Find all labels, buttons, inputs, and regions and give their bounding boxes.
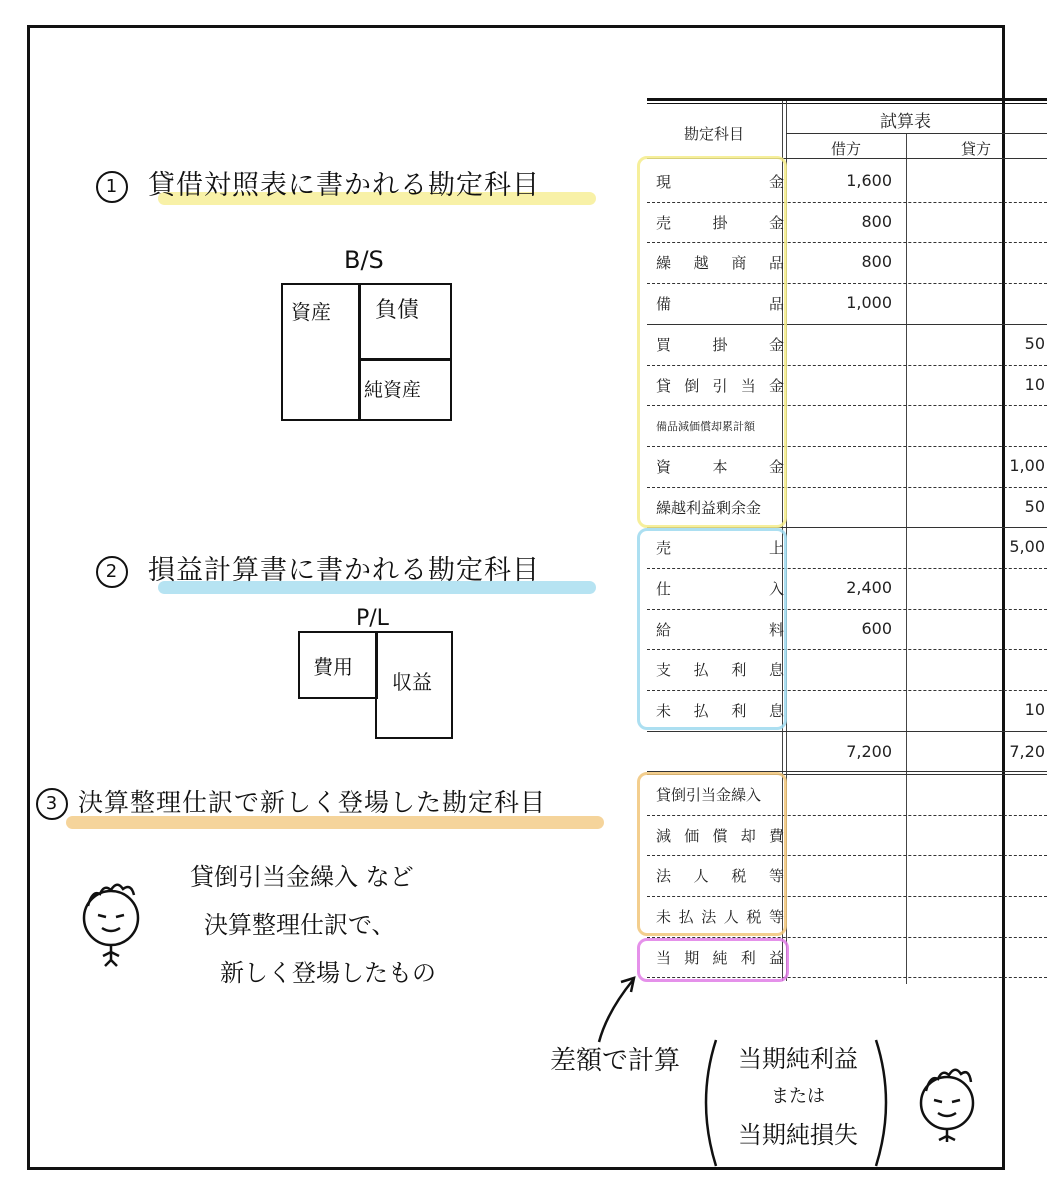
bs-liabilities-label: 負債 xyxy=(375,298,420,323)
account-char: 給 xyxy=(656,620,672,639)
section3-number: 3 xyxy=(36,788,68,820)
adjust-accounts-highlight xyxy=(637,772,787,936)
net-income-note xyxy=(718,1040,878,1154)
credit-amount: 1,00 xyxy=(1009,455,1045,475)
note-text xyxy=(190,853,436,997)
account-char: 期 xyxy=(684,948,700,967)
account-char: 金 xyxy=(768,173,784,191)
credit-amount: 10 xyxy=(1024,374,1045,394)
account-char: 仕 xyxy=(656,580,672,598)
account-char: 金 xyxy=(768,213,784,232)
account-char: 料 xyxy=(768,620,784,639)
credit-amount: 50 xyxy=(1024,496,1045,516)
account-char: 純 xyxy=(712,948,728,967)
account-char: 利 xyxy=(731,661,747,680)
net-income-line3: 当期純損失 xyxy=(738,1121,858,1149)
account-char: 買 xyxy=(656,335,672,354)
account-char: 払 xyxy=(693,661,709,680)
account-char: 償 xyxy=(712,826,728,845)
account-char: 利 xyxy=(731,702,747,721)
section1-heading xyxy=(96,163,540,203)
section1-title: 貸借対照表に書かれる勘定科目 xyxy=(148,170,540,201)
total-credit: 7,20 xyxy=(1009,741,1045,761)
account-char: 減 xyxy=(656,826,672,845)
account-char: 税 xyxy=(746,907,762,926)
debit-amount: 1,000 xyxy=(846,293,892,313)
account-char: 越 xyxy=(693,254,709,273)
adjust-account-name: 貸倒引当金繰入 xyxy=(656,785,762,804)
bs-assets-label: 資産 xyxy=(291,300,331,324)
bs-net-assets-label: 純資産 xyxy=(364,379,422,401)
note-line2: 決算整理仕訳で、 xyxy=(204,911,396,939)
account-char: 未 xyxy=(656,907,672,926)
section2-title: 損益計算書に書かれる勘定科目 xyxy=(148,555,540,586)
account-char: 当 xyxy=(740,376,756,395)
debit-amount: 1,600 xyxy=(846,171,892,190)
header-trial-balance: 試算表 xyxy=(880,112,931,132)
debit-amount: 2,400 xyxy=(846,578,892,597)
account-char: 売 xyxy=(656,539,672,558)
account-char: 金 xyxy=(768,335,784,354)
header-credit: 貸方 xyxy=(961,140,992,158)
account-char: 未 xyxy=(656,702,672,721)
debit-amount: 800 xyxy=(861,211,892,231)
section3-title: 決算整理仕訳で新しく登場した勘定科目 xyxy=(78,788,547,817)
account-char: 法 xyxy=(701,907,717,926)
net-income-line2: または xyxy=(771,1086,825,1107)
account-char: 等 xyxy=(768,907,784,926)
account-char: 品 xyxy=(768,254,784,273)
section2-number: 2 xyxy=(96,556,128,588)
header-account: 勘定科目 xyxy=(684,125,745,143)
bs-title: B/S xyxy=(344,246,384,274)
account-char: 払 xyxy=(678,907,694,926)
account-char: 等 xyxy=(768,867,784,886)
header-debit: 借方 xyxy=(831,140,862,158)
credit-amount: 10 xyxy=(1024,700,1045,720)
page-frame xyxy=(27,25,1045,1170)
bs-accounts-highlight xyxy=(637,156,787,528)
account-char: 備 xyxy=(656,295,672,314)
account-char: 利 xyxy=(740,948,756,967)
account-char: 本 xyxy=(712,457,728,476)
pl-revenue-label: 収益 xyxy=(392,670,432,694)
account-char: 人 xyxy=(693,867,709,886)
debit-credit-rule xyxy=(906,134,907,984)
account-name: 備品減価償却累計額 xyxy=(656,420,755,434)
account-char: 払 xyxy=(693,702,709,721)
section3-heading xyxy=(36,783,546,820)
account-char: 人 xyxy=(723,907,739,926)
account-char: 費 xyxy=(768,826,784,845)
account-char: 倒 xyxy=(684,376,700,395)
account-char: 繰 xyxy=(656,254,672,273)
account-char: 資 xyxy=(656,457,672,476)
account-char: 商 xyxy=(731,254,747,273)
pl-accounts-highlight xyxy=(637,528,787,730)
account-char: 息 xyxy=(768,702,784,721)
account-char: 支 xyxy=(656,661,672,680)
account-char: 税 xyxy=(731,867,747,886)
account-char: 掛 xyxy=(712,335,728,354)
account-char: 貸 xyxy=(656,376,672,395)
net-income-line1: 当期純利益 xyxy=(738,1045,858,1073)
credit-amount: 50 xyxy=(1024,333,1045,353)
account-char: 法 xyxy=(656,867,672,886)
account-char: 引 xyxy=(712,376,728,395)
header-divider xyxy=(786,133,1047,134)
account-char: 当 xyxy=(656,948,672,967)
debit-amount: 600 xyxy=(861,618,892,638)
account-char: 売 xyxy=(656,213,672,232)
account-char: 品 xyxy=(768,295,784,314)
difference-note: 差額で計算 xyxy=(550,1046,681,1076)
table-top-rule xyxy=(647,98,1047,101)
smiling-face-icon xyxy=(78,880,148,980)
section2-heading xyxy=(96,548,540,588)
smiling-face-icon-2 xyxy=(914,1063,984,1158)
account-char: 金 xyxy=(768,376,784,395)
credit-amount: 5,00 xyxy=(1009,537,1045,557)
table-top-rule-inner xyxy=(647,103,1047,104)
note-line3: 新しく登場したもの xyxy=(220,959,436,987)
account-char: 入 xyxy=(768,580,784,598)
pl-expense-label: 費用 xyxy=(313,655,353,679)
section1-number: 1 xyxy=(96,171,128,203)
total-debit: 7,200 xyxy=(846,741,892,761)
account-name: 繰越利益剰余金 xyxy=(656,498,762,517)
arrow-icon xyxy=(593,972,643,1047)
net-income-highlight xyxy=(637,938,789,982)
row-divider xyxy=(647,731,1047,732)
account-char: 現 xyxy=(656,173,672,191)
account-char: 却 xyxy=(740,826,756,845)
pl-title: P/L xyxy=(356,606,389,631)
note-line1: 貸倒引当金繰入 など xyxy=(190,863,414,891)
account-char: 上 xyxy=(768,539,784,558)
account-char: 息 xyxy=(768,661,784,680)
account-char: 金 xyxy=(768,457,784,476)
account-char: 価 xyxy=(684,826,700,845)
account-char: 掛 xyxy=(712,213,728,232)
account-char: 益 xyxy=(768,948,784,967)
debit-amount: 800 xyxy=(861,252,892,272)
